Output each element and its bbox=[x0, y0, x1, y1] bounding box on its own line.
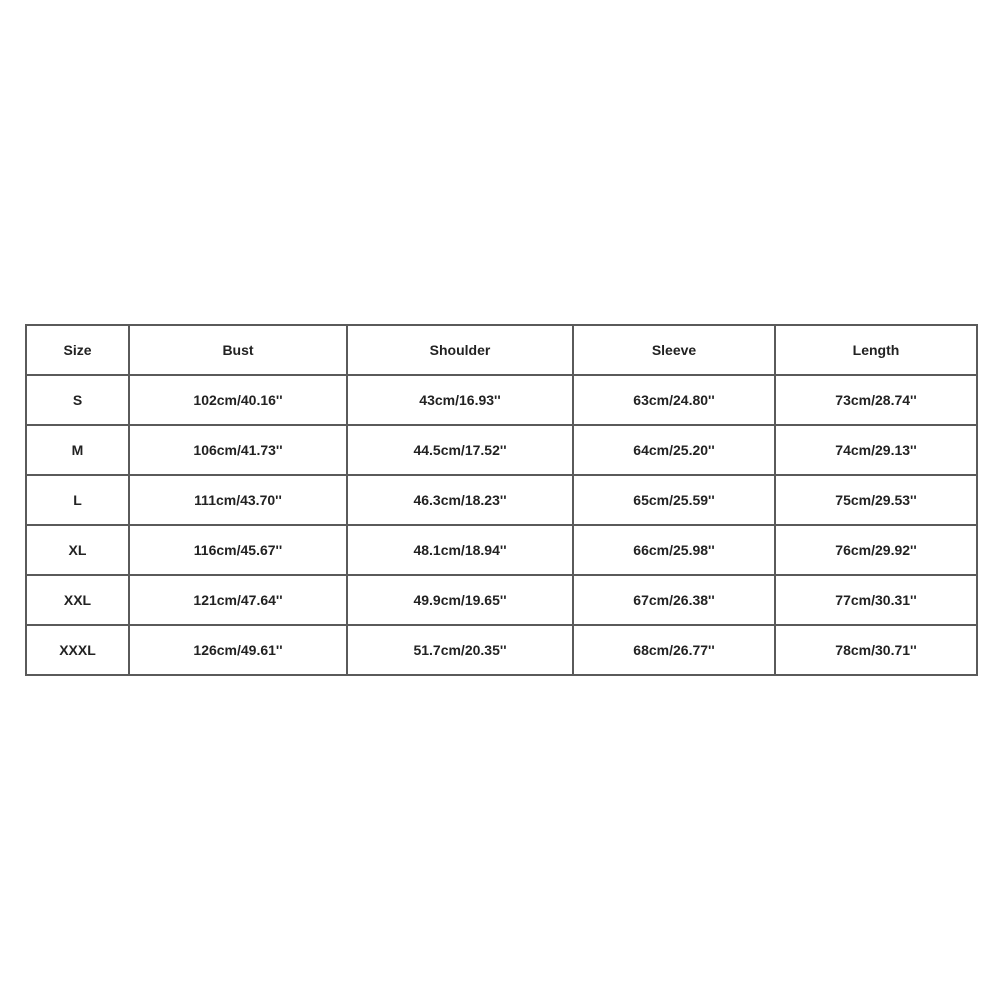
cell-size: S bbox=[26, 375, 129, 425]
cell-length: 74cm/29.13'' bbox=[775, 425, 977, 475]
table-row bbox=[26, 625, 977, 675]
cell-shoulder: 43cm/16.93'' bbox=[347, 375, 573, 425]
cell-size: L bbox=[26, 475, 129, 525]
header-row bbox=[26, 325, 977, 375]
cell-sleeve: 64cm/25.20'' bbox=[573, 425, 775, 475]
cell-sleeve: 66cm/25.98'' bbox=[573, 525, 775, 575]
cell-bust: 116cm/45.67'' bbox=[129, 525, 347, 575]
cell-bust: 106cm/41.73'' bbox=[129, 425, 347, 475]
cell-length: 77cm/30.31'' bbox=[775, 575, 977, 625]
cell-shoulder: 44.5cm/17.52'' bbox=[347, 425, 573, 475]
header-cell-bust: Bust bbox=[129, 325, 347, 375]
cell-shoulder: 49.9cm/19.65'' bbox=[347, 575, 573, 625]
cell-size: M bbox=[26, 425, 129, 475]
table-row bbox=[26, 575, 977, 625]
size-chart-table bbox=[25, 324, 978, 676]
cell-sleeve: 67cm/26.38'' bbox=[573, 575, 775, 625]
header-cell-length: Length bbox=[775, 325, 977, 375]
cell-length: 73cm/28.74'' bbox=[775, 375, 977, 425]
cell-length: 75cm/29.53'' bbox=[775, 475, 977, 525]
table-row bbox=[26, 525, 977, 575]
cell-sleeve: 63cm/24.80'' bbox=[573, 375, 775, 425]
cell-size: XL bbox=[26, 525, 129, 575]
cell-bust: 121cm/47.64'' bbox=[129, 575, 347, 625]
cell-shoulder: 46.3cm/18.23'' bbox=[347, 475, 573, 525]
header-cell-size: Size bbox=[26, 325, 129, 375]
cell-shoulder: 51.7cm/20.35'' bbox=[347, 625, 573, 675]
table-row bbox=[26, 375, 977, 425]
cell-bust: 111cm/43.70'' bbox=[129, 475, 347, 525]
table-row bbox=[26, 425, 977, 475]
cell-shoulder: 48.1cm/18.94'' bbox=[347, 525, 573, 575]
cell-length: 78cm/30.71'' bbox=[775, 625, 977, 675]
cell-sleeve: 65cm/25.59'' bbox=[573, 475, 775, 525]
cell-size: XXL bbox=[26, 575, 129, 625]
header-cell-shoulder: Shoulder bbox=[347, 325, 573, 375]
cell-bust: 126cm/49.61'' bbox=[129, 625, 347, 675]
cell-bust: 102cm/40.16'' bbox=[129, 375, 347, 425]
table-row bbox=[26, 475, 977, 525]
cell-sleeve: 68cm/26.77'' bbox=[573, 625, 775, 675]
cell-length: 76cm/29.92'' bbox=[775, 525, 977, 575]
header-cell-sleeve: Sleeve bbox=[573, 325, 775, 375]
cell-size: XXXL bbox=[26, 625, 129, 675]
